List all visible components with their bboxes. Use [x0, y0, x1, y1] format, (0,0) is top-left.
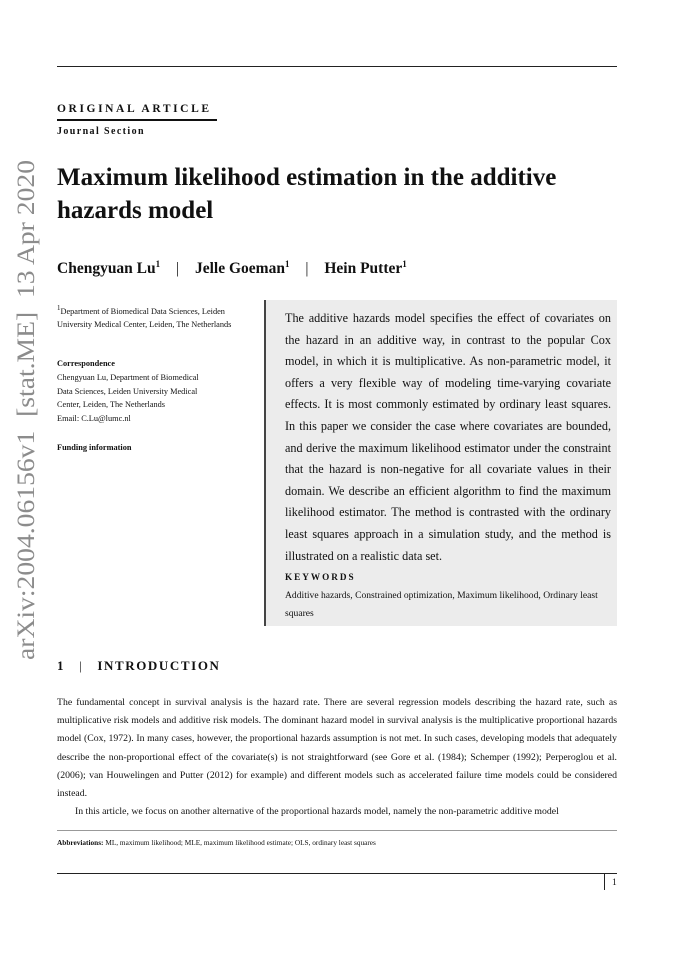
author-separator: |	[176, 260, 180, 278]
arxiv-stamp-text: arXiv:2004.06156v1 [stat.ME] 13 Apr 2020	[13, 207, 40, 661]
affiliation-sup: 1	[57, 305, 61, 312]
abstract-text: The additive hazards model specifies the effect of covariates on the hazard in an additive way, in contrast to the popular Cox model, in which it is multiplicative. As non-parametric model, it offers a very flexible way of modeling time-varying covariate effects. It is most commonly estimated by ordinary least squares. In this paper we consider the case where covariates are bounded, and derive the maximum likelihood estimator under the constraint that the hazard is non-negative for all covariate values in their domain. We describe an efficient algorithm to find the maximum likelihood estimator. The method is contrasted with the ordinary least squares approach in a simulation study, and the method is illustrated on a realistic data set.	[285, 311, 611, 563]
keywords-text: Additive hazards, Constrained optimization, Maximum likelihood, Ordinary least squares	[285, 590, 598, 619]
section-title: INTRODUCTION	[97, 658, 221, 673]
correspondence-email: Email: C.Lu@lumc.nl	[57, 413, 131, 423]
affiliation	[57, 302, 252, 332]
author-name: Chengyuan Lu	[57, 260, 156, 278]
footnote-label: Abbreviations:	[57, 838, 104, 847]
journal-section: Journal Section	[57, 126, 145, 137]
footnote	[57, 838, 376, 847]
page-number: 1	[612, 878, 617, 888]
author-affil-sup: 1	[155, 259, 161, 269]
keywords-heading: KEYWORDS	[285, 572, 356, 582]
footnote-rule	[57, 830, 617, 831]
funding-heading: Funding information	[57, 443, 132, 452]
correspondence-block	[57, 371, 252, 425]
author-list	[57, 259, 407, 278]
affiliation-text: Department of Biomedical Data Sciences, Leiden University Medical Center, Leiden, The Netherlands	[57, 306, 232, 330]
section-number: 1	[57, 658, 66, 673]
footnote-text: ML, maximum likelihood; MLE, maximum likelihood estimate; OLS, ordinary least squares	[105, 838, 376, 847]
page-number-divider	[604, 874, 605, 890]
body-paragraph: The fundamental concept in survival analysis is the hazard rate. There are several regression models describing the hazard rate, such as multiplicative risk models and additive risk models. The dominant hazard model in survival analysis is the multiplicative proportional hazards model (Cox, 1972). In many cases, however, the proportional hazards assumption is not met. In such cases, developing models that adequately describe the non-proportional effect of the covariate(s) is not straightforward (see Gore et al. (1984); Schemper (1992); Perperoglou et al. (2006); van Houwelingen and Putter (2012) for example) and different models such as accelerated failure time models could be considered instead.	[57, 697, 617, 800]
author-affil-sup: 1	[402, 259, 407, 269]
section-underline	[57, 119, 217, 121]
paper-title: Maximum likelihood estimation in the additive hazards model	[57, 164, 557, 224]
bottom-rule	[57, 873, 617, 874]
intro-heading	[57, 658, 221, 674]
section-separator: |	[79, 658, 84, 673]
body-paragraph: In this article, we focus on another alternative of the proportional hazards model, namely the non-parametric additive model	[75, 806, 559, 818]
top-rule	[57, 66, 617, 67]
intro-body	[57, 694, 617, 821]
author-separator: |	[305, 260, 309, 278]
author-name: Jelle Goeman	[195, 260, 285, 278]
correspondence-line: Chengyuan Lu, Department of Biomedical	[57, 373, 199, 382]
arxiv-stamp	[0, 156, 44, 664]
author-affil-sup: 1	[284, 259, 290, 269]
correspondence-line: Center, Leiden, The Netherlands	[57, 400, 166, 410]
correspondence-heading: Correspondence	[57, 359, 115, 368]
author-name: Hein Putter	[324, 260, 403, 278]
correspondence-line: Data Sciences, Leiden University Medical	[57, 386, 198, 396]
section-label: ORIGINAL ARTICLE	[57, 103, 212, 115]
